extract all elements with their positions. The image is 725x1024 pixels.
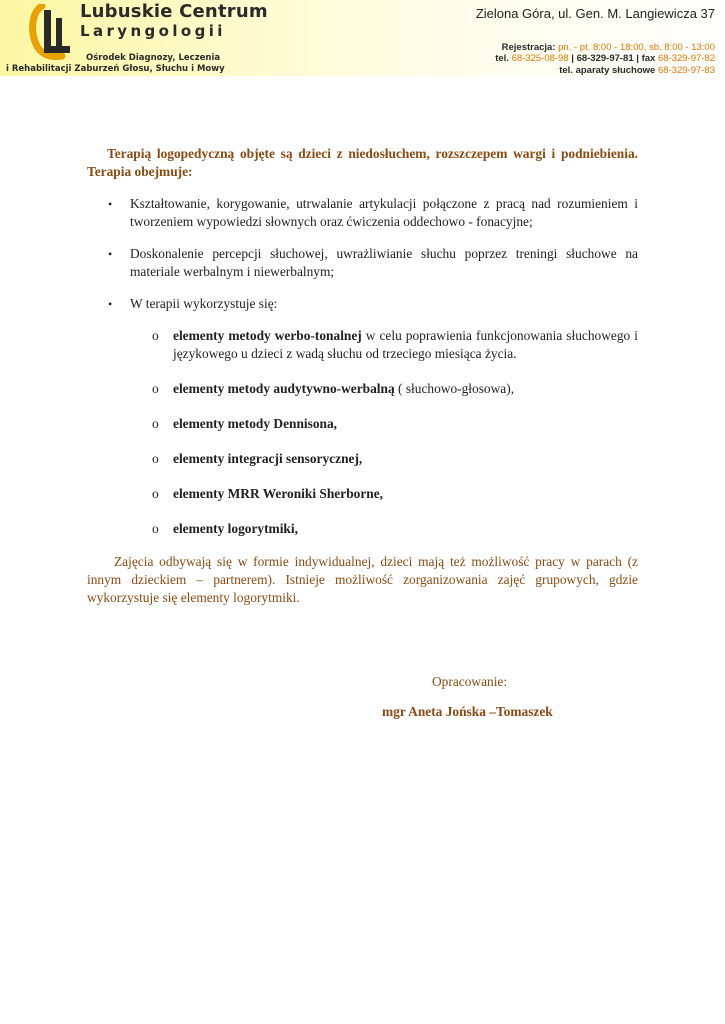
list-item-text: Doskonalenie percepcji słuchowej, uwrażliwianie słuchu poprzez treningi słuchowe na materiale werbalnym i niewerbalnym; xyxy=(130,246,638,279)
circle-bullet-icon: o xyxy=(152,328,159,343)
bullet-icon: • xyxy=(108,247,113,261)
tel-label: tel. xyxy=(495,53,509,64)
method-name: elementy logorytmiki, xyxy=(173,521,298,536)
sublist-item xyxy=(87,327,638,363)
list-item xyxy=(87,195,638,231)
registration-hours: pn. - pt. 8:00 - 18:00, sb. 8:00 - 13:00 xyxy=(558,42,715,53)
list-item xyxy=(87,295,638,538)
list-item-text: Kształtowanie, korygowanie, utrwalanie artykulacji połączone z pracą nad rozumieniem i tworzeniem wypowiedzi słownych oraz ćwiczenia oddechowo - fonacyjne; xyxy=(130,196,638,229)
brand-name-line2: Laryngologii xyxy=(80,22,226,40)
clinic-subtitle-line1: Ośrodek Diagnozy, Leczenia xyxy=(86,53,221,63)
therapy-list xyxy=(87,195,638,538)
bullet-icon: • xyxy=(108,197,113,211)
closing-paragraph: Zajęcia odbywają się w formie indywidualnej, dzieci mają też możliwość pracy w parach (z innym dzieckiem – partnerem). Istnieje możliwość zorganizowania zajęć grupowych, gdzie wykorzystuje się elementy logorytmiki. xyxy=(87,554,638,605)
hearing-aids-line xyxy=(559,65,715,76)
list-item-text: W terapii wykorzystuje się: xyxy=(130,296,278,311)
signature-label: Opracowanie: xyxy=(432,674,508,689)
method-description: ( słuchowo-głosowa), xyxy=(394,381,515,396)
separator: | xyxy=(571,53,574,64)
method-name: elementy metody Dennisona, xyxy=(173,416,338,431)
bullet-icon: • xyxy=(108,297,113,311)
circle-bullet-icon: o xyxy=(152,381,159,396)
fax-number: 68-329-97-82 xyxy=(657,53,715,64)
sublist-item xyxy=(87,415,638,433)
brand-name-line1: Lubuskie Centrum xyxy=(80,1,268,22)
hearing-aids-label: tel. aparaty słuchowe xyxy=(559,65,656,76)
clinic-subtitle-line2: i Rehabilitacji Zaburzeń Głosu, Słuchu i Mowy xyxy=(6,64,225,74)
letterhead xyxy=(0,0,725,76)
clinic-address: Zielona Góra, ul. Gen. M. Langiewicza 37 xyxy=(475,6,715,21)
circle-bullet-icon: o xyxy=(152,486,159,501)
method-description: w celu poprawienia funkcjonowania słuchowego i językowego u dzieci z wadą słuchu od trzeciego miesiąca życia. xyxy=(173,328,638,361)
circle-bullet-icon: o xyxy=(152,521,159,536)
tel-number-2[interactable]: 68-329-97-81 xyxy=(576,53,634,64)
clinic-logo-icon xyxy=(28,4,80,62)
document-body xyxy=(87,145,638,607)
registration-label: Rejestracja: xyxy=(501,42,556,53)
separator: | xyxy=(636,53,639,64)
sublist-item xyxy=(87,520,638,538)
tel-number-1[interactable]: 68-325-08-98 xyxy=(511,53,569,64)
sublist-item xyxy=(87,380,638,398)
method-name: elementy metody werbo-tonalnej xyxy=(173,328,362,343)
signature-name: mgr Aneta Jońska –Tomaszek xyxy=(382,704,553,719)
list-item xyxy=(87,245,638,281)
sublist-item xyxy=(87,485,638,503)
registration-line xyxy=(502,42,715,53)
fax-label: fax xyxy=(641,53,656,64)
methods-sublist xyxy=(87,327,638,538)
method-name: elementy metody audytywno-werbalną xyxy=(173,381,395,396)
hearing-aids-number[interactable]: 68-329-97-83 xyxy=(657,65,715,76)
sublist-item xyxy=(87,450,638,468)
method-name: elementy integracji sensorycznej, xyxy=(173,451,363,466)
method-name: elementy MRR Weroniki Sherborne, xyxy=(173,486,384,501)
circle-bullet-icon: o xyxy=(152,416,159,431)
circle-bullet-icon: o xyxy=(152,451,159,466)
phone-line xyxy=(495,53,715,64)
intro-paragraph: Terapią logopedyczną objęte są dzieci z niedosłuchem, rozszczepem wargi i podniebienia. Terapia obejmuje: xyxy=(87,146,638,179)
